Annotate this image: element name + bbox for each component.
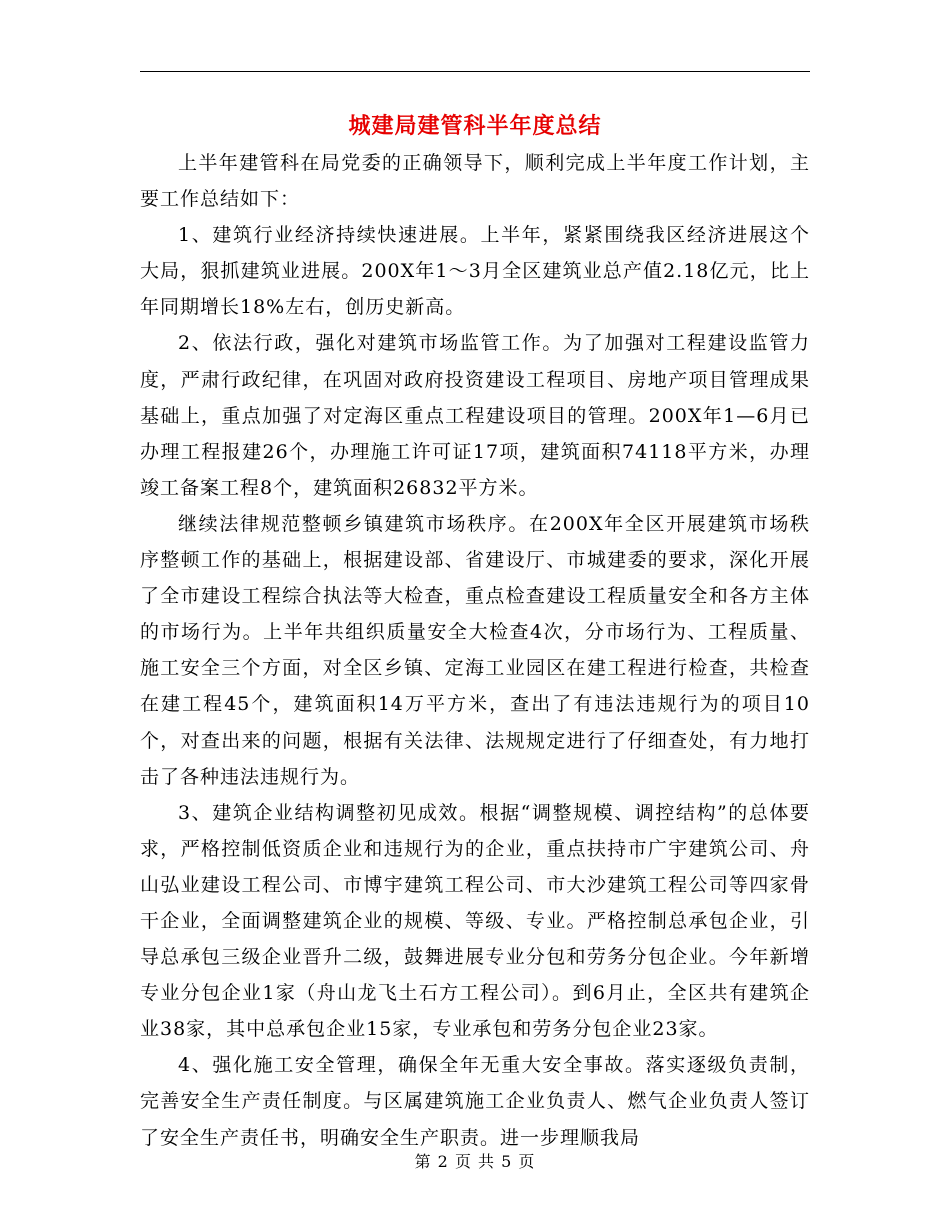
paragraph-market-order: 继续法律规范整顿乡镇建筑市场秩序。在200X年全区开展建筑市场秩序整顿工作的基础上，根据建设部、省建设厅、市城建委的要求，深化开展了全市建设工程综合执法等大检查，重点检查建设工程质量安全和各方主体的市场行为。上半年共组织质量安全大检查4次，分市场行为、工程质量、施工安全三个方面，对全区乡镇、定海工业园区在建工程进行检查，共检查在建工程45个，建筑面积14万平方米，查出了有违法违规行为的项目10个，对查出来的问题，根据有关法律、法规规定进行了仔细查处，有力地打击了各种违法违规行为。 [140, 512, 810, 788]
paragraph-enterprise-structure: 3、建筑企业结构调整初见成效。根据“调整规模、调控结构”的总体要求，严格控制低资质企业和违规行为的企业，重点扶持市广宇建筑公司、舟山弘业建设工程公司、市博宇建筑工程公司、市大沙建筑工程公司等四家骨干企业，全面调整建筑企业的规模、等级、专业。严格控制总承包企业，引导总承包三级企业晋升二级，鼓舞进展专业分包和劳务分包企业。今年新增专业分包企业1家（舟山龙飞土石方工程公司）。到6月止，全区共有建筑企业38家，其中总承包企业15家，专业承包和劳务分包企业23家。 [140, 801, 810, 1041]
page-number: 第 2 页 共 5 页 [414, 1152, 536, 1171]
document-body [140, 145, 810, 1156]
header-rule [140, 71, 810, 72]
paragraph-industry-growth: 1、建筑行业经济持续快速进展。上半年，紧紧围绕我区经济进展这个大局，狠抓建筑业进展。200X年1～3月全区建筑业总产值2.18亿元，比上年同期增长18%左右，创历史新高。 [140, 224, 810, 319]
paragraph-intro: 上半年建管科在局党委的正确领导下，顺利完成上半年度工作计划，主要工作总结如下： [140, 152, 810, 211]
paragraph-market-supervision: 2、依法行政，强化对建筑市场监管工作。为了加强对工程建设监管力度，严肃行政纪律，在巩固对政府投资建设工程项目、房地产项目管理成果基础上，重点加强了对定海区重点工程建设项目的管理。200X年1—6月已办理工程报建26个，办理施工许可证17项，建筑面积74118平方米，办理竣工备案工程8个，建筑面积26832平方米。 [140, 332, 810, 499]
paragraph-safety-management: 4、强化施工安全管理，确保全年无重大安全事故。落实逐级负责制，完善安全生产责任制度。与区属建筑施工企业负责人、燃气企业负责人签订了安全生产责任书，明确安全生产职责。进一步理顺我局 [140, 1054, 810, 1149]
document-title: 城建局建管科半年度总结 [348, 113, 602, 139]
